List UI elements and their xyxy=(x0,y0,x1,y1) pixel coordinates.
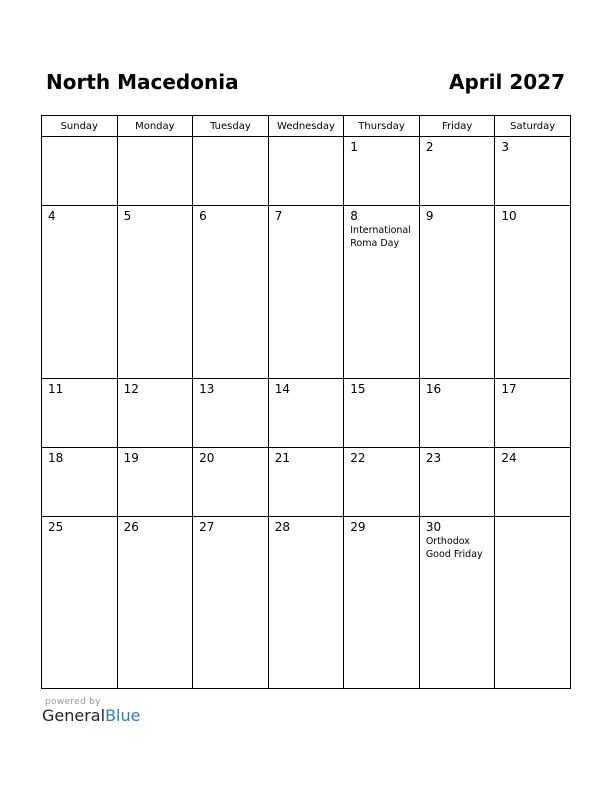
day-cell xyxy=(419,378,495,447)
day-number: 10 xyxy=(501,209,517,223)
day-cell xyxy=(193,447,269,516)
week-row xyxy=(42,378,571,447)
day-cell xyxy=(344,137,420,206)
day-number: 8 xyxy=(350,209,358,223)
day-cell xyxy=(495,137,571,206)
day-number: 15 xyxy=(350,381,366,396)
calendar-grid xyxy=(41,115,571,689)
day-cell xyxy=(42,378,118,447)
week-row xyxy=(42,137,571,206)
week-row xyxy=(42,206,571,379)
day-cell xyxy=(193,378,269,447)
day-cell xyxy=(193,206,269,379)
powered-by-text: powered by xyxy=(45,697,101,707)
holiday-label: International Roma Day xyxy=(350,225,411,249)
day-cell xyxy=(344,516,420,689)
day-cell xyxy=(419,516,495,689)
day-cell xyxy=(268,516,344,689)
holiday-label: Orthodox Good Friday xyxy=(425,535,483,560)
day-number: 12 xyxy=(123,381,139,396)
day-number: 26 xyxy=(123,519,139,534)
day-number: 11 xyxy=(48,381,64,396)
day-cell xyxy=(193,516,269,689)
day-number: 25 xyxy=(48,519,64,534)
weekday-header-row xyxy=(42,116,571,137)
day-cell xyxy=(268,378,344,447)
brand-general-text: General xyxy=(42,706,106,725)
day-cell xyxy=(117,516,193,689)
country-title: North Macedonia xyxy=(46,70,239,94)
day-cell xyxy=(495,447,571,516)
weekday-saturday: Saturday xyxy=(495,116,571,137)
weekday-sunday: Sunday xyxy=(42,116,118,137)
day-cell xyxy=(117,378,193,447)
day-number: 18 xyxy=(48,450,64,465)
day-cell xyxy=(42,516,118,689)
day-cell xyxy=(117,137,193,206)
day-number: 6 xyxy=(199,209,207,223)
day-number: 20 xyxy=(199,450,215,465)
brand-blue-text: Blue xyxy=(105,706,141,725)
week-row xyxy=(42,447,571,516)
day-number: 23 xyxy=(425,450,442,465)
day-cell xyxy=(344,447,420,516)
day-cell xyxy=(419,137,495,206)
day-number: 13 xyxy=(199,381,215,396)
day-number: 17 xyxy=(501,381,517,396)
weekday-friday: Friday xyxy=(419,116,495,137)
day-cell xyxy=(344,206,420,379)
weekday-thursday: Thursday xyxy=(344,116,420,137)
month-year-title: April 2027 xyxy=(449,70,565,94)
day-cell xyxy=(268,206,344,379)
day-number: 22 xyxy=(350,450,366,465)
day-number: 29 xyxy=(350,519,366,534)
brand-logo xyxy=(42,706,140,725)
weekday-monday: Monday xyxy=(117,116,193,137)
day-cell xyxy=(117,206,193,379)
footer-branding xyxy=(42,697,140,725)
day-cell xyxy=(495,516,571,689)
day-cell xyxy=(42,447,118,516)
day-cell xyxy=(42,137,118,206)
day-number: 14 xyxy=(274,381,290,396)
day-cell xyxy=(117,447,193,516)
day-number: 27 xyxy=(199,519,215,534)
day-number: 4 xyxy=(48,209,56,223)
day-number: 1 xyxy=(350,140,358,154)
day-cell xyxy=(268,137,344,206)
weekday-tuesday: Tuesday xyxy=(193,116,269,137)
day-cell xyxy=(344,378,420,447)
day-number: 21 xyxy=(274,450,290,465)
day-number: 7 xyxy=(274,209,283,223)
day-number: 5 xyxy=(123,209,132,223)
day-cell xyxy=(419,206,495,379)
day-number: 30 xyxy=(425,519,442,534)
day-cell xyxy=(495,378,571,447)
day-number: 9 xyxy=(425,209,434,223)
day-cell xyxy=(495,206,571,379)
day-number: 3 xyxy=(501,140,510,154)
day-cell xyxy=(42,206,118,379)
day-number: 28 xyxy=(274,519,290,534)
week-row xyxy=(42,516,571,689)
day-cell xyxy=(268,447,344,516)
day-cell xyxy=(419,447,495,516)
day-number: 16 xyxy=(425,381,442,396)
day-number: 24 xyxy=(501,450,517,465)
day-number: 19 xyxy=(123,450,139,465)
weekday-wednesday: Wednesday xyxy=(268,116,344,137)
day-number: 2 xyxy=(425,140,434,154)
day-cell xyxy=(193,137,269,206)
